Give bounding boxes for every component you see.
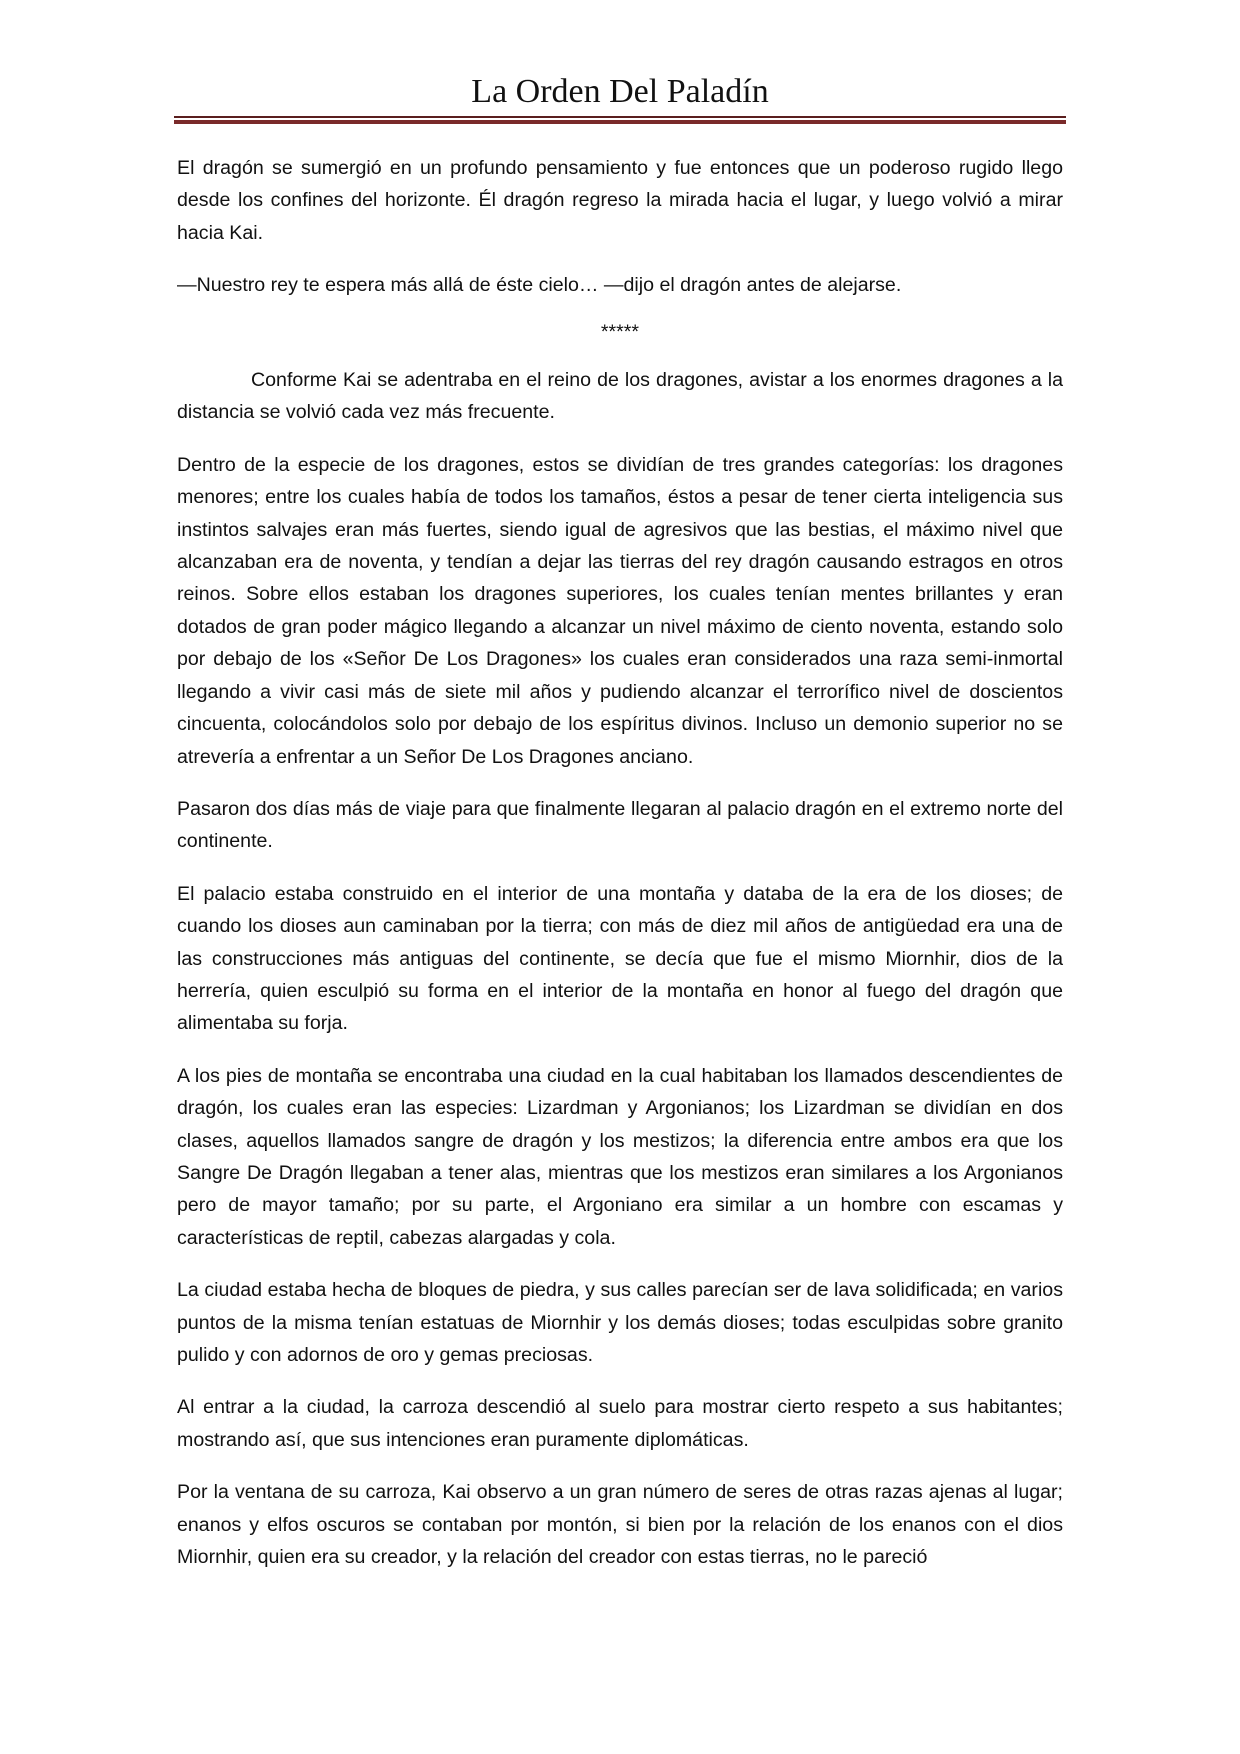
page-header-title: La Orden Del Paladín — [471, 73, 769, 110]
paragraph-7: A los pies de montaña se encontraba una ciudad en la cual habitaban los llamados descendientes de dragón, los cuales eran las especies: Lizardman y Argonianos; los Lizardman se dividían en dos clases, aquellos llamados sangre de dragón y los mestizos; la diferencia entre ambos era que los Sangre De Dragón llegaban a tener alas, mientras que los mestizos eran similares a los Argonianos pero de mayor tamaño; por su parte, el Argoniano era similar a un hombre con escamas y características de reptil, cabezas alargadas y cola. — [177, 1064, 1063, 1249]
header-divider-thick-line — [174, 120, 1066, 124]
paragraph-6: El palacio estaba construido en el interior de una montaña y databa de la era de los dioses; de cuando los dioses aun caminaban por la tierra; con más de diez mil años de antigüedad era una de las construcciones más antiguas del continente, se decía que fue el mismo Miornhir, dios de la herrería, quien esculpió su forma en el interior de la montaña en honor al fuego del dragón que alimentaba su forja. — [177, 882, 1063, 1035]
scene-separator: ***** — [600, 320, 640, 343]
body-text — [177, 152, 1063, 1593]
paragraph-3: Conforme Kai se adentraba en el reino de los dragones, avistar a los enormes dragones a la distancia se volvió cada vez más frecuente. — [177, 369, 1063, 424]
paragraph-10: Por la ventana de su carroza, Kai observo a un gran número de seres de otras razas ajenas al lugar; enanos y elfos oscuros se contaban por montón, si bien por la relación de los enanos con el dios Miornhir, quien era su creador, y la relación del creador con estas tierras, no le pareció — [177, 1481, 1063, 1569]
paragraph-8: La ciudad estaba hecha de bloques de piedra, y sus calles parecían ser de lava solidificada; en varios puntos de la misma tenían estatuas de Miornhir y los demás dioses; todas esculpidas sobre granito pulido y con adornos de oro y gemas preciosas. — [177, 1279, 1063, 1366]
paragraph-9: Al entrar a la ciudad, la carroza descendió al suelo para mostrar cierto respeto a sus habitantes; mostrando así, que sus intenciones eran puramente diplomáticas. — [177, 1396, 1063, 1451]
paragraph-2-dialogue: —Nuestro rey te espera más allá de éste cielo… —dijo el dragón antes de alejarse. — [177, 274, 902, 297]
paragraph-5: Pasaron dos días más de viaje para que finalmente llegaran al palacio dragón en el extremo norte del continente. — [177, 797, 1063, 853]
header-divider-thin-line — [174, 116, 1066, 118]
paragraph-4: Dentro de la especie de los dragones, estos se dividían de tres grandes categorías: los dragones menores; entre los cuales había de todos los tamaños, éstos a pesar de tener cierta inteligencia sus instintos salvajes eran más fuertes, siendo igual de agresivos que las bestias, el máximo nivel que alcanzaban era de noventa, y tendían a dejar las tierras del rey dragón causando estragos en otros reinos. Sobre ellos estaban los dragones superiores, los cuales tenían mentes brillantes y eran dotados de gran poder mágico llegando a alcanzar un nivel máximo de ciento noventa, estando solo por debajo de los «Señor De Los Dragones» los cuales eran considerados una raza semi-inmortal llegando a vivir casi más de siete mil años y pudiendo alcanzar el terrorífico nivel de doscientos cincuenta, colocándolos solo por debajo de los espíritus divinos. Incluso un demonio superior no se atrevería a enfrentar a un Señor De Los Dragones anciano. — [177, 453, 1063, 768]
paragraph-1: El dragón se sumergió en un profundo pensamiento y fue entonces que un poderoso rugido llego desde los confines del horizonte. Él dragón regreso la mirada hacia el lugar, y luego volvió a mirar hacia Kai. — [177, 157, 1063, 244]
